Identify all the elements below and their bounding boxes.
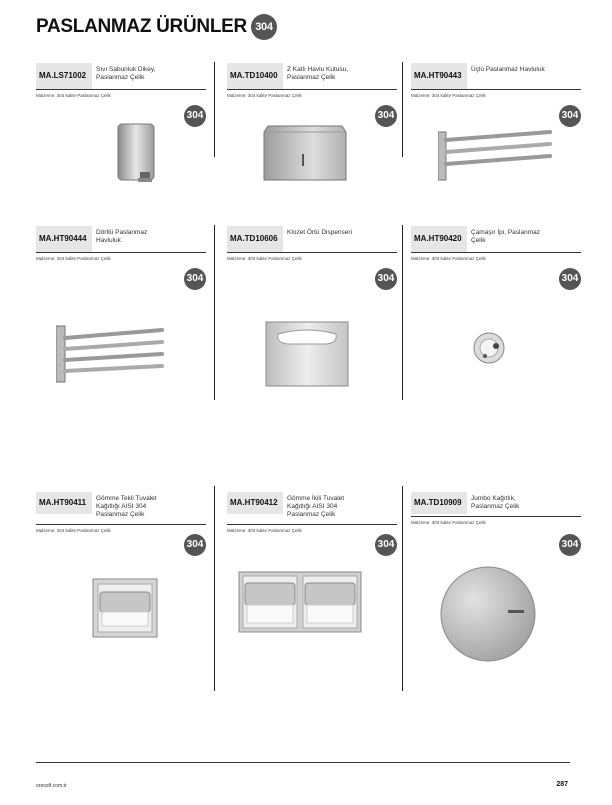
product-card: [411, 492, 581, 550]
product-spec: Malzeme: 304 kalite Paslanmaz Çelik: [36, 256, 111, 261]
page-number: 287: [556, 781, 568, 788]
clothesline-reel-image: [471, 330, 507, 371]
column-divider: [402, 62, 403, 157]
recessed-double-holder-image: [238, 571, 362, 638]
grade-304-badge: 304: [375, 268, 397, 290]
product-header: [36, 492, 206, 525]
product-spec: Malzeme: 304 kalite Paslanmaz Çelik: [411, 520, 486, 525]
product-spec: Malzeme: 304 kalite Paslanmaz Çelik: [227, 93, 302, 98]
footer-website: oresoft.com.tr: [36, 783, 67, 789]
product-code: MA.HT90443: [411, 63, 467, 89]
product-description: Çamaşır İpi, Paslanmaz Çelik: [471, 229, 540, 244]
product-header: [411, 226, 581, 253]
product-spec: Malzeme: 304 kalite Paslanmaz Çelik: [411, 256, 486, 261]
grade-304-badge: 304: [375, 105, 397, 127]
product-card: [411, 226, 581, 284]
product-code: MA.HT90420: [411, 226, 467, 252]
quad-towel-rail-image: [56, 322, 168, 389]
product-spec: Malzeme: 304 kalite Paslanmaz Çelik: [227, 528, 302, 533]
product-code: MA.TD10400: [227, 63, 283, 89]
product-description: Gömme Tekli Tuvalet Kağıtlığı AISI 304 Paslanmaz Çelik: [96, 495, 157, 518]
grade-304-badge: 304: [375, 534, 397, 556]
product-description: Jumbo Kağıtlık, Paslanmaz Çelik: [471, 495, 520, 510]
product-spec: Malzeme: 304 kalite Paslanmaz Çelik: [36, 528, 111, 533]
product-description: Klozet Örtü Dispenseri: [287, 229, 353, 236]
product-card: [411, 63, 581, 121]
product-code: MA.HT90411: [36, 492, 92, 514]
product-card: [227, 226, 397, 284]
product-header: [227, 226, 397, 253]
grade-304-badge: 304: [184, 534, 206, 556]
product-spec: Malzeme: 304 kalite Paslanmaz Çelik: [411, 93, 486, 98]
grade-304-badge: 304: [559, 105, 581, 127]
grade-304-badge: 304: [184, 105, 206, 127]
seat-cover-dispenser-image: [264, 320, 350, 393]
product-code: MA.HT90444: [36, 226, 92, 252]
grade-304-badge: 304: [184, 268, 206, 290]
product-code: MA.HT90412: [227, 492, 283, 514]
grade-304-badge: 304: [559, 534, 581, 556]
column-divider: [214, 486, 215, 691]
title-304-badge: 304: [251, 14, 277, 40]
soap-dispenser-image: [112, 120, 160, 197]
product-code: MA.LS71002: [36, 63, 92, 89]
product-header: [411, 63, 581, 90]
product-header: [227, 63, 397, 90]
jumbo-roll-dispenser-image: [438, 564, 540, 671]
product-code: MA.TD10606: [227, 226, 283, 252]
product-card: [36, 492, 206, 550]
footer-divider: [36, 762, 570, 763]
recessed-single-holder-image: [92, 578, 158, 643]
product-card: [227, 492, 397, 550]
product-description: Gömme İkili Tuvalet Kağıtlığı AISI 304 Paslanmaz Çelik: [287, 495, 345, 518]
product-header: [36, 63, 206, 90]
grade-304-badge: 304: [559, 268, 581, 290]
product-header: [36, 226, 206, 253]
column-divider: [214, 225, 215, 400]
towel-dispenser-image: [262, 124, 348, 189]
product-description: Üçlü Paslanmaz Havluluk: [471, 66, 545, 73]
triple-towel-rail-image: [438, 126, 554, 191]
product-header: [411, 492, 581, 517]
column-divider: [402, 225, 403, 400]
product-header: [227, 492, 397, 525]
product-card: [36, 63, 206, 121]
product-card: [36, 226, 206, 284]
product-description: Z Katlı Havlu Kutusu, Paslanmaz Çelik: [287, 66, 349, 81]
product-spec: Malzeme: 304 kalite Paslanmaz Çelik: [36, 93, 111, 98]
column-divider: [214, 62, 215, 157]
product-spec: Malzeme: 304 kalite Paslanmaz Çelik: [227, 256, 302, 261]
product-card: [227, 63, 397, 121]
product-description: Dörtlü Paslanmaz Havluluk: [96, 229, 148, 244]
product-description: Sıvı Sabunluk Dikey, Paslanmaz Çelik: [96, 66, 156, 81]
page-title: PASLANMAZ ÜRÜNLER 304: [36, 14, 277, 40]
product-code: MA.TD10909: [411, 492, 467, 514]
column-divider: [402, 486, 403, 691]
